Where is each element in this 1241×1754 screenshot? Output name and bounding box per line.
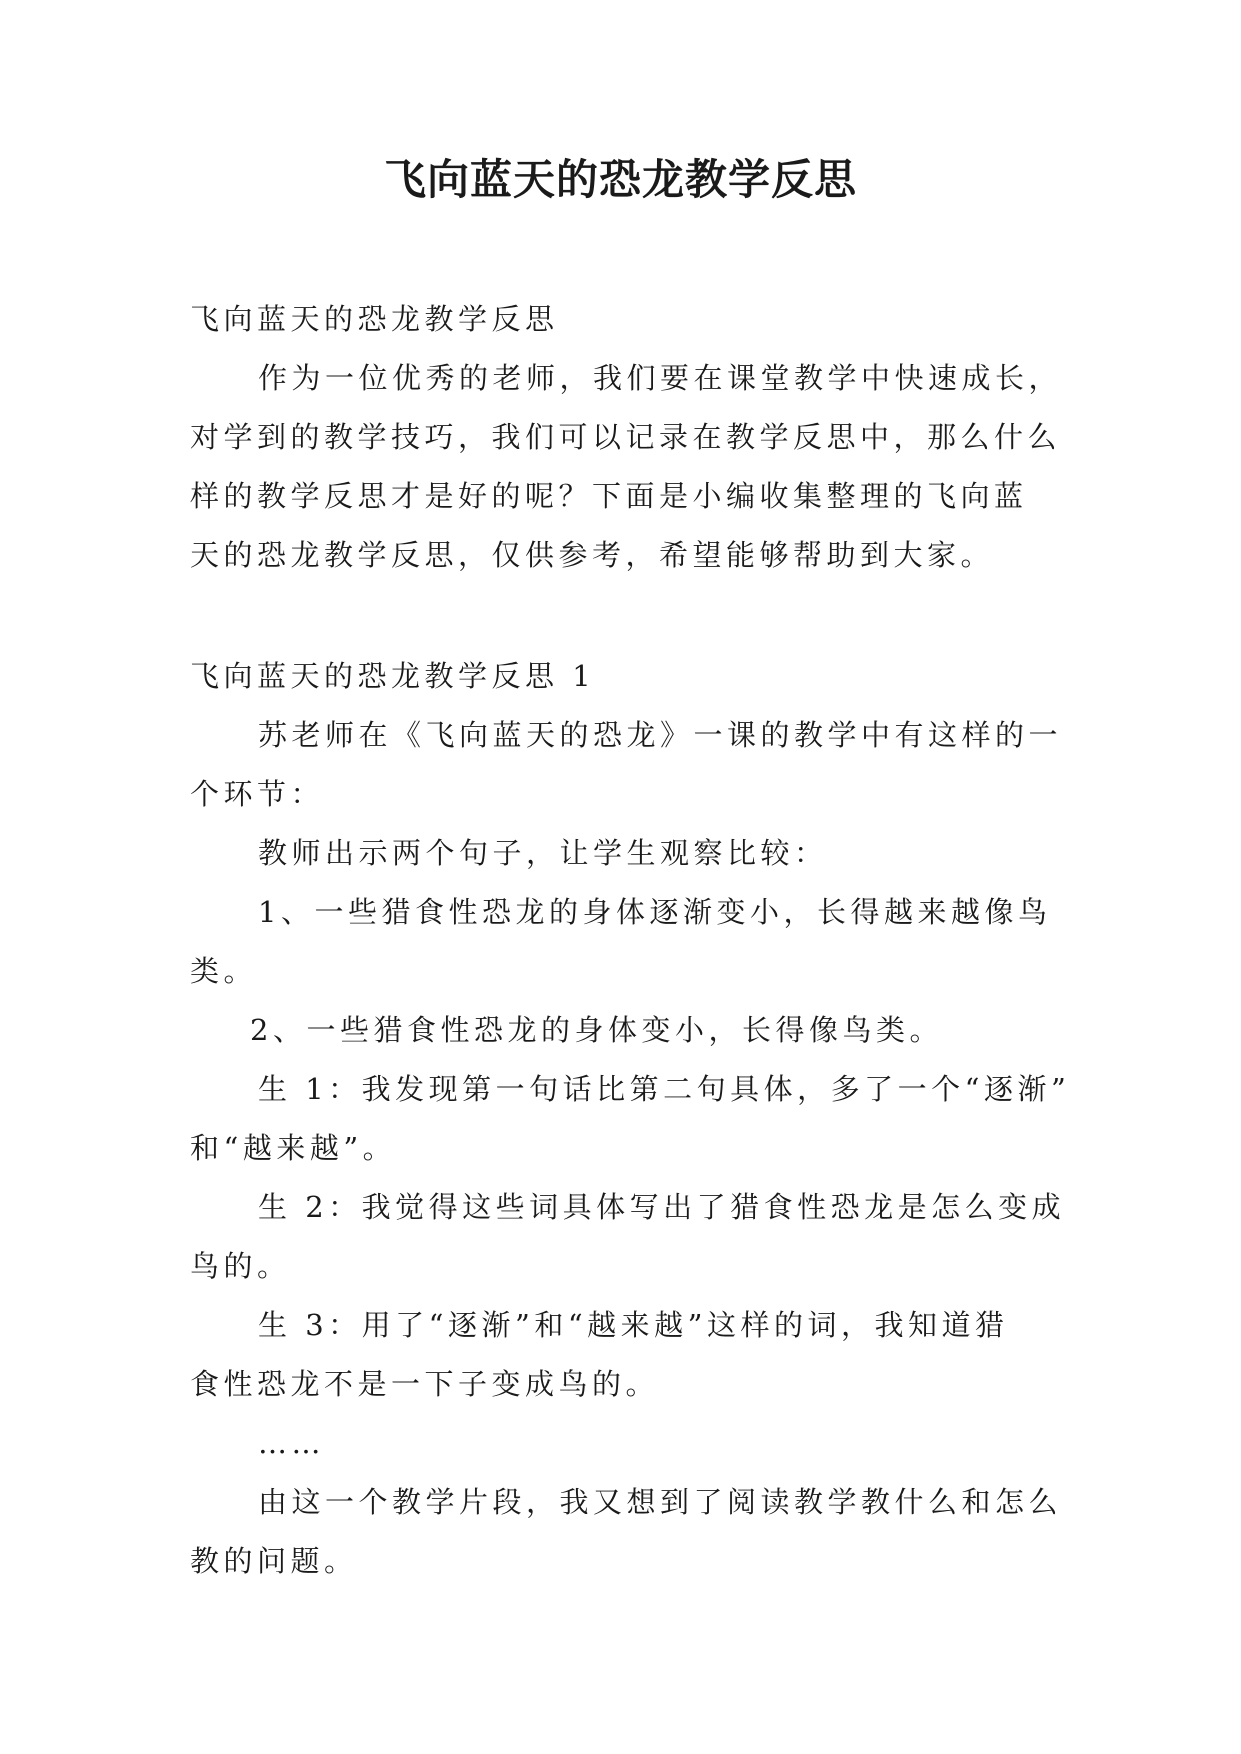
- section-line: 1、一些猎食性恐龙的身体逐渐变小，长得越来越像鸟: [258, 895, 1052, 929]
- section-line: 生 3：用了“逐渐”和“越来越”这样的词，我知道猎: [258, 1308, 1009, 1342]
- document-body: [190, 290, 1071, 1591]
- section-line: 个环节：: [190, 777, 325, 811]
- intro-line: 样的教学反思才是好的呢？下面是小编收集整理的飞向蓝: [190, 479, 1028, 513]
- section-line: 食性恐龙不是一下子变成鸟的。: [190, 1367, 660, 1401]
- ellipsis-line: ……: [258, 1426, 325, 1460]
- section-line: 2、一些猎食性恐龙的身体变小，长得像鸟类。: [250, 1013, 943, 1047]
- section-line: 鸟的。: [190, 1249, 291, 1283]
- section-line: 生 1：我发现第一句话比第二句具体，多了一个“逐渐”: [258, 1072, 1071, 1106]
- section-line: 教的问题。: [190, 1544, 358, 1578]
- section-line: 由这一个教学片段，我又想到了阅读教学教什么和怎么: [258, 1485, 1063, 1519]
- document-heading: 飞向蓝天的恐龙教学反思: [190, 302, 559, 336]
- intro-line: 作为一位优秀的老师，我们要在课堂教学中快速成长，: [258, 361, 1063, 395]
- section-heading: 飞向蓝天的恐龙教学反思 1: [190, 659, 596, 693]
- document-title: 飞向蓝天的恐龙教学反思: [383, 155, 857, 204]
- intro-line: 对学到的教学技巧，我们可以记录在教学反思中，那么什么: [190, 420, 1062, 454]
- section-line: 类。: [190, 954, 258, 988]
- section-line: 和“越来越”。: [190, 1131, 397, 1165]
- section-line: 教师出示两个句子，让学生观察比较：: [258, 836, 828, 870]
- section-line: 生 2：我觉得这些词具体写出了猎食性恐龙是怎么变成: [258, 1190, 1066, 1224]
- paragraph-gap: [190, 585, 1060, 647]
- section-line: 苏老师在《飞向蓝天的恐龙》一课的教学中有这样的一: [258, 718, 1063, 752]
- intro-line: 天的恐龙教学反思，仅供参考，希望能够帮助到大家。: [190, 538, 995, 572]
